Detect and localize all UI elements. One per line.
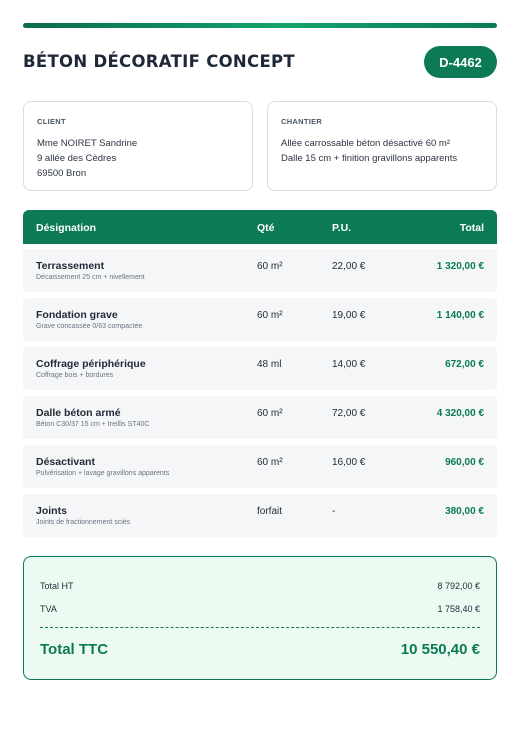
table-row [23, 298, 497, 341]
chantier-line: Dalle 15 cm + finition gravillons apparents [281, 153, 458, 164]
row-total: 1 320,00 € [436, 261, 484, 272]
row-quantity: forfait [257, 506, 283, 517]
row-description: Décaissement 25 cm + nivellement [36, 274, 145, 281]
row-description: Pulvérisation + lavage gravillons apparents [36, 470, 170, 477]
row-unit-price: - [332, 506, 336, 517]
table-header [23, 210, 497, 244]
row-quantity: 60 m² [257, 408, 283, 419]
row-total: 4 320,00 € [436, 408, 484, 419]
header [23, 46, 497, 79]
row-designation: Terrassement [36, 260, 105, 272]
client-title: CLIENT [37, 117, 66, 126]
row-quantity: 48 ml [257, 359, 282, 370]
chantier-line: Allée carrossable béton désactivé 60 m² [281, 138, 450, 149]
chantier-box [267, 101, 497, 191]
row-total: 672,00 € [445, 359, 484, 370]
table-row [23, 347, 497, 390]
total-ht-value: 8 792,00 € [437, 581, 480, 591]
client-line: Mme NOIRET Sandrine [37, 138, 138, 149]
header-unit-price: P.U. [332, 222, 352, 234]
quote-reference-badge: D-4462 [424, 46, 497, 78]
header-total: Total [459, 222, 484, 234]
row-description: Coffrage bois + bordures [36, 372, 114, 379]
row-total: 1 140,00 € [436, 310, 484, 321]
row-unit-price: 72,00 € [332, 408, 366, 419]
row-quantity: 60 m² [257, 261, 283, 272]
tva-value: 1 758,40 € [437, 604, 480, 614]
totals-box [23, 556, 497, 680]
total-ttc-value: 10 550,40 € [400, 641, 480, 658]
row-unit-price: 16,00 € [332, 457, 366, 468]
row-designation: Fondation grave [36, 309, 118, 321]
row-quantity: 60 m² [257, 310, 283, 321]
table-row [23, 494, 497, 537]
tva-label: TVA [40, 604, 57, 614]
company-name: BÉTON DÉCORATIF CONCEPT [23, 52, 295, 71]
row-unit-price: 22,00 € [332, 261, 366, 272]
row-designation: Coffrage périphérique [36, 358, 146, 370]
table-row [23, 396, 497, 439]
row-description: Béton C30/37 15 cm + treillis ST40C [36, 421, 150, 428]
row-description: Grave concassée 0/63 compactée [36, 323, 143, 330]
accent-bar [23, 23, 497, 28]
row-description: Joints de fractionnement sciés [36, 519, 131, 526]
total-ttc-label: Total TTC [40, 641, 109, 658]
row-unit-price: 19,00 € [332, 310, 366, 321]
row-designation: Dalle béton armé [36, 407, 121, 419]
total-ht-label: Total HT [40, 581, 74, 591]
client-box [23, 101, 253, 191]
header-quantity: Qté [257, 222, 275, 234]
table-row [23, 249, 497, 292]
table-row [23, 445, 497, 488]
row-unit-price: 14,00 € [332, 359, 366, 370]
row-total: 960,00 € [445, 457, 484, 468]
row-designation: Joints [36, 505, 67, 517]
client-line: 9 allée des Cèdres [37, 153, 117, 164]
client-line: 69500 Bron [37, 168, 87, 179]
row-quantity: 60 m² [257, 457, 283, 468]
row-designation: Désactivant [36, 456, 95, 468]
header-designation: Désignation [36, 222, 97, 234]
dashed-divider [40, 627, 480, 628]
row-total: 380,00 € [445, 506, 484, 517]
chantier-title: CHANTIER [281, 117, 323, 126]
